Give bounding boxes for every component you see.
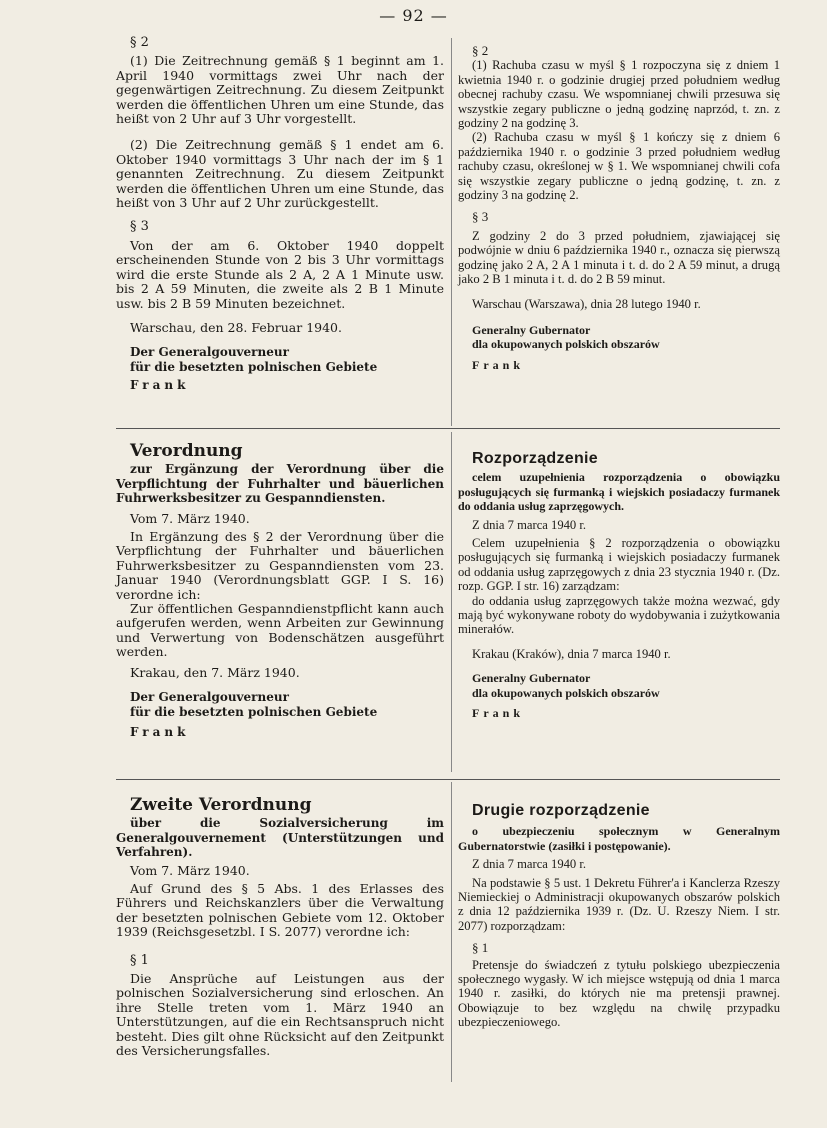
decree-title: Rozporządzenie [472,450,598,467]
paragraph: do oddania usług zaprzęgowych także można wezwać, gdy mają być wykonywane roboty do wydobywania i zużytkowania minerałów. [458,593,780,637]
signature-subtitle: für die besetzten polnischen Gebiete [130,704,378,719]
paragraph: Zur öffentlichen Gespanndienstpflicht kann auch aufgerufen werden, wenn Arbeiten zur Gewinnung und Verwertung von Bodenschätzen ausgeführt werden. [116,601,444,660]
column-divider-middle [451,432,452,772]
paragraph: (1) Die Zeitrechnung gemäß § 1 beginnt am 1. April 1940 vormittags zwei Uhr nach der gegenwärtigen Zeitrechnung. Zu diesem Zeitpunkt werden die öffentlichen Uhren um eine Stunde, das heißt von 2 Uhr auf 3 Uhr vorgestellt. [116,53,444,127]
section-divider [116,428,780,429]
paragraph: Die Ansprüche auf Leistungen aus der polnischen Sozialversicherung sind erloschen. An ihre Stelle treten vom 1. März 1940 an Unterstützungen, auf die ein Rechtsanspruch nicht besteht. Dies gilt ohne Rücksicht auf den Zeitpunkt des Versicherungsfalles. [116,971,444,1059]
section-heading: § 3 [130,219,149,235]
signature-title: Der Generalgouverneur [130,690,289,705]
place-date: Krakau (Kraków), dnia 7 marca 1940 r. [472,646,671,661]
signature-name: Frank [130,378,190,393]
column-divider-top [451,38,452,426]
paragraph: Z godziny 2 do 3 przed południem, zjawiającej się podwójnie w dniu 6 października 1940 r., oznacza się pierwszą godzinę jako 2 A, 2 A 1 minuta i t. d. do 2 A 59 minut, a drugą jako 2 B 1 minuta i t. d. do 2 B 59 minut. [458,228,780,287]
signature-title: Generalny Gubernator [472,671,591,686]
decree-subtitle: zur Ergänzung der Verordnung über die Verpflichtung der Fuhrhalter und bäuerlichen Fuhrwerksbesitzer zu Gespanndiensten. [116,462,444,506]
decree-title: Zweite Verordnung [130,795,312,815]
section-heading: § 1 [472,940,489,956]
column-divider-bottom [451,782,452,1082]
section-heading: § 2 [472,43,489,58]
paragraph: Na podstawie § 5 ust. 1 Dekretu Führer'a i Kanclerza Rzeszy Niemieckiej o Administracji okupowanych obszarów polskich z dnia 12 października 1939 r. (Dz. U. Rzeszy Niem. I str. 2077) rozporządzam: [458,875,780,933]
signature-subtitle: dla okupowanych polskich obszarów [472,685,660,700]
decree-title: Verordnung [130,441,243,461]
decree-subtitle: über die Sozialversicherung im Generalgouvernement (Unterstützungen und Verfahren). [116,816,444,860]
top-german-column [116,36,444,393]
top-polish-column [458,44,780,372]
bottom-polish-column [458,804,780,1030]
place-date: Warschau, den 28. Februar 1940. [130,319,342,335]
signature-subtitle: für die besetzten polnischen Gebiete [130,359,378,374]
decree-date: Vom 7. März 1940. [130,862,250,878]
bottom-german-column [116,795,444,1059]
signature-name: Frank [130,724,190,739]
paragraph: Celem uzupełnienia § 2 rozporządzenia o obowiązku posługujących się furmanką i wiejskich posiadaczy furmanek od oddania usług zaprzęgowych z dnia 23 stycznia 1940 r. (Dz. rozp. GGP. I str. 16) zarządzam: [458,536,780,594]
section-heading: § 2 [130,35,149,50]
section-heading: § 1 [130,952,149,968]
paragraph: Pretensje do świadczeń z tytułu polskiego ubezpieczenia społecznego wygasły. W ich miejsce wstępują od dnia 1 marca 1940 r. zasiłki, do których nie ma pretensji prawnej. Obowiązuje to bez względu na chwilę przypadku ubezpieczeniowego. [458,957,780,1030]
paragraph: (2) Rachuba czasu w myśl § 1 kończy się z dniem 6 października 1940 r. o godzinie 3 przed południem według rachuby czasu, określonej w § 1. We wspomnianej chwili cofa się wszystkie zegary publiczne o jedną godzinę, t. zn. z godziny 3 na godzinę 2. [458,130,780,203]
signature-title: Generalny Gubernator [472,322,591,337]
section-divider [116,779,780,780]
paragraph: (2) Die Zeitrechnung gemäß § 1 endet am 6. Oktober 1940 vormittags 3 Uhr nach der im § 1 genannten Zeitrechnung. Zu diesem Zeitpunkt werden die öffentlichen Uhren um eine Stunde, das heißt von 3 Uhr auf 2 Uhr zurückgestellt. [116,137,444,211]
decree-subtitle: o ubezpieczeniu społecznym w Generalnym Gubernatorstwie (zasiłki i postępowanie). [458,824,780,853]
decree-date: Z dnia 7 marca 1940 r. [472,517,587,532]
place-date: Warschau (Warszawa), dnia 28 lutego 1940 r. [472,296,701,311]
paragraph: Auf Grund des § 5 Abs. 1 des Erlasses des Führers und Reichskanzlers über die Verwaltung der besetzten polnischen Gebiete vom 12. Oktober 1939 (Reichsgesetzbl. I S. 2077) verordne ich: [116,881,444,940]
section-heading: § 3 [472,209,489,225]
page-number: — 92 — [379,6,448,25]
signature-name: Frank [472,706,525,721]
decree-date: Vom 7. März 1940. [130,510,250,526]
signature-name: Frank [472,357,525,372]
paragraph: (1) Rachuba czasu w myśl § 1 rozpoczyna się z dniem 1 kwietnia 1940 r. o godzinie drugiej przed południem według obecnej rachuby czasu. We wspomnianej chwili przesuwa się wszystkie zegary publiczne o jedną godzinę naprzód, t. zn. z godziny 2 na godzinę 3. [458,58,780,131]
middle-polish-column [458,452,780,721]
paragraph: Von der am 6. Oktober 1940 doppelt erscheinenden Stunde von 2 bis 3 Uhr vormittags wird die erste Stunde als 2 A, 2 A 1 Minute usw. bis 2 A 59 Minuten, die zweite als 2 B 1 Minute usw. bis 2 B 59 Minuten bezeichnet. [116,237,444,311]
paragraph: In Ergänzung des § 2 der Verordnung über die Verpflichtung der Fuhrhalter und bäuerlichen Fuhrwerksbesitzer zu Gespanndiensten vom 23. Januar 1940 (Verordnungsblatt GGP. I S. 16) verordne ich: [116,529,444,602]
middle-german-column [116,441,444,739]
decree-subtitle: celem uzupełnienia rozporządzenia o obowiązku posługujących się furmanką i wiejskich posiadaczy furmanek do oddania usług zaprzęgowych. [458,470,780,514]
signature-subtitle: dla okupowanych polskich obszarów [472,337,660,352]
decree-date: Z dnia 7 marca 1940 r. [472,857,587,872]
signature-title: Der Generalgouverneur [130,345,289,360]
decree-title: Drugie rozporządzenie [472,802,650,819]
place-date: Krakau, den 7. März 1940. [130,664,300,680]
